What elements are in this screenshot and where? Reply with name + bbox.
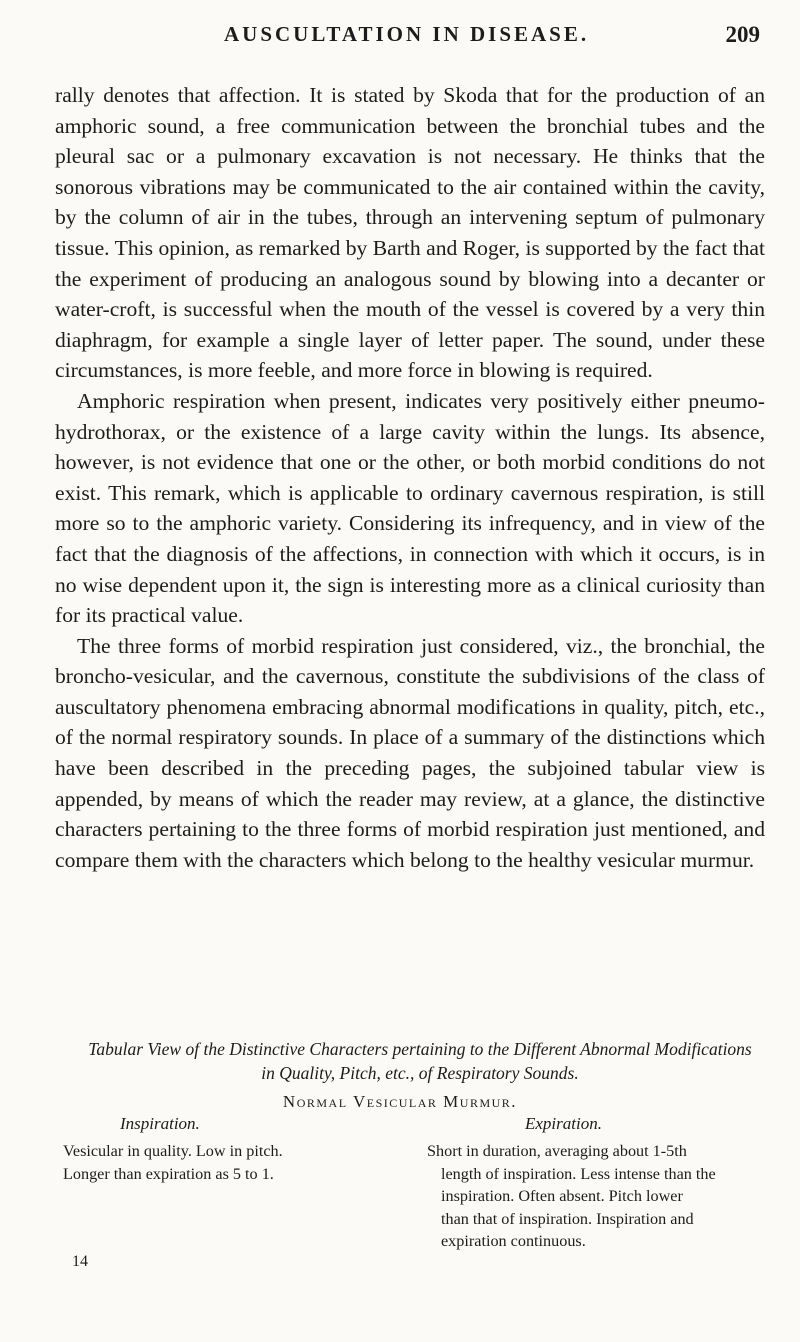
expiration-column-text	[427, 1140, 772, 1253]
table-heading: Normal Vesicular Murmur.	[282, 1092, 518, 1111]
inspiration-line: Vesicular in quality. Low in pitch.	[63, 1142, 283, 1160]
table-caption: Tabular View of the Distinctive Characters pertaining to the Different Abnormal Modifications in Quality, Pitch, etc., of Respiratory Sounds.	[88, 1039, 752, 1083]
expiration-line: length of inspiration. Less intense than the	[441, 1164, 716, 1183]
page-number: 209	[725, 22, 760, 47]
expiration-column-title: Expiration.	[525, 1114, 602, 1133]
expiration-line: expiration continuous.	[441, 1232, 586, 1251]
inspiration-line: Longer than expiration as 5 to 1.	[63, 1164, 274, 1183]
inspiration-column-text	[63, 1140, 363, 1185]
expiration-line: than that of inspiration. Inspiration and	[441, 1209, 694, 1228]
body-text	[55, 80, 765, 875]
running-title: AUSCULTATION IN DISEASE.	[224, 22, 590, 46]
paragraph-3: The three forms of morbid respiration just considered, viz., the bronchial, the broncho-vesicular, and the cavernous, constitute the subdivisions of the class of auscultatory phenomena embracing abnormal modifications in quality, pitch, etc., of the normal respiratory sounds. In place of a summary of the distinctions which have been described in the preceding pages, the subjoined tabular view is appended, by means of which the reader may review, at a glance, the distinctive characters pertaining to the three forms of morbid respiration just mentioned, and compare them with the characters which belong to the healthy vesicular murmur.	[55, 633, 765, 872]
running-head	[52, 22, 760, 52]
paragraph-1: rally denotes that affection. It is stated by Skoda that for the production of an amphoric sound, a free communication between the bronchial tubes and the pleural sac or a pulmonary excavation is not necessary. He thinks that the sonorous vibrations may be communicated to the air contained within the cavity, by the column of air in the tubes, through an intervening septum of pulmonary tissue. This opinion, as remarked by Barth and Roger, is supported by the fact that the experiment of producing an analogous sound by blowing into a decanter or water-croft, is successful when the mouth of the vessel is covered by a very thin diaphragm, for example a single layer of letter paper. The sound, under these circumstances, is more feeble, and more force in blowing is required.	[55, 83, 765, 383]
inspiration-column-title: Inspiration.	[120, 1114, 200, 1133]
paragraph-2: Amphoric respiration when present, indicates very positively either pneumo-hydrothorax, or the existence of a large cavity within the lungs. Its absence, however, is not evidence that one or the other, or both morbid conditions do not exist. This remark, which is applicable to ordinary cavernous respiration, is still more so to the amphoric variety. Considering its infrequency, and in view of the fact that the diagnosis of the affections, in connection with which it occurs, is in no wise dependent upon it, the sign is interesting more as a clinical curiosity than for its practical value.	[55, 388, 765, 628]
signature-mark: 14	[72, 1253, 88, 1270]
expiration-line: Short in duration, averaging about 1-5th	[427, 1142, 687, 1160]
expiration-line: inspiration. Often absent. Pitch lower	[441, 1187, 683, 1206]
